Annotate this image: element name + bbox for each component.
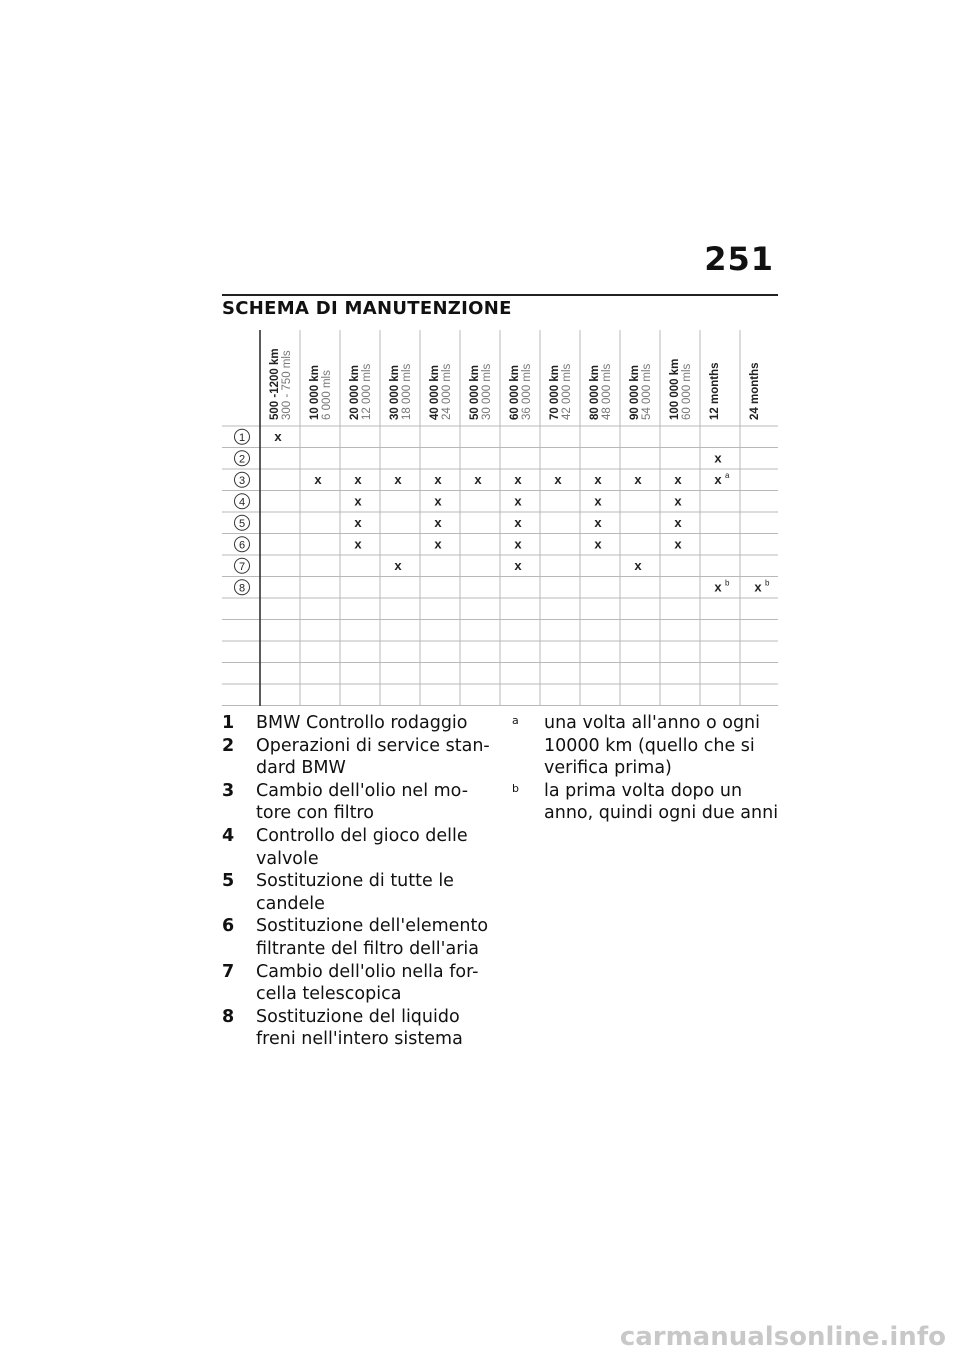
column-header-miles: 54 000 mls	[641, 363, 653, 420]
column-header-km: 40 000 km	[429, 365, 441, 420]
row-number: 1	[238, 431, 246, 444]
column-header-km: 500 -1200 km	[269, 348, 281, 420]
footnote-item	[510, 780, 780, 825]
maintenance-mark: x	[354, 536, 362, 552]
column-header-km: 90 000 km	[629, 365, 641, 420]
legend-item	[222, 870, 492, 915]
schedule-svg	[222, 330, 778, 706]
maintenance-mark: x	[514, 557, 522, 573]
legend-number: 5	[222, 871, 235, 892]
column-header-km: 70 000 km	[549, 365, 561, 420]
legend-item	[222, 735, 492, 780]
column-header-miles: 42 000 mls	[561, 363, 573, 420]
footnote-text: la prima volta dopo un anno, quindi ogni due anni	[544, 780, 779, 824]
column-header-km: 12 months	[709, 362, 721, 420]
column-header-miles: 24 000 mls	[441, 363, 453, 420]
maintenance-mark: x	[514, 536, 522, 552]
maintenance-mark: x	[634, 557, 642, 573]
legend-item	[222, 825, 492, 870]
legend-number: 8	[222, 1006, 235, 1027]
column-header-miles: 300 - 750 mls	[281, 350, 293, 420]
legend-item	[222, 1006, 492, 1051]
maintenance-mark: x	[354, 493, 362, 509]
footnote-text: una volta all'anno o ogni 10000 km (quello che si verifica prima)	[544, 713, 761, 779]
legend-item	[222, 961, 492, 1006]
maintenance-mark: x	[314, 471, 322, 487]
column-header-km: 100 000 km	[669, 358, 681, 420]
column-header-miles: 60 000 mls	[681, 363, 693, 420]
row-number: 4	[238, 496, 246, 509]
column-header-km: 20 000 km	[349, 365, 361, 420]
maintenance-mark: x	[714, 471, 722, 487]
mark-footnote: b	[725, 578, 730, 588]
maintenance-schedule-table	[222, 330, 778, 706]
maintenance-mark: x	[354, 514, 362, 530]
row-number: 3	[238, 474, 246, 487]
legend-number: 7	[222, 961, 235, 982]
maintenance-mark: x	[434, 514, 442, 530]
footnote-mark: b	[512, 781, 519, 795]
legend-number: 3	[222, 780, 235, 801]
legend-text: BMW Controllo rodaggio	[256, 713, 468, 733]
maintenance-mark: x	[514, 514, 522, 530]
maintenance-mark: x	[394, 557, 402, 573]
maintenance-mark: x	[594, 536, 602, 552]
maintenance-mark: x	[674, 514, 682, 530]
legend-text: Operazioni di service stan-dard BMW	[256, 735, 490, 779]
legend-list	[222, 712, 492, 1051]
column-header-miles: 36 000 mls	[521, 363, 533, 420]
legend-item	[222, 780, 492, 825]
mark-footnote: b	[765, 578, 770, 588]
legend-text: Sostituzione dell'elemento filtrante del filtro dell'aria	[256, 916, 489, 959]
column-header-km: 10 000 km	[309, 365, 321, 420]
column-header-miles: 12 000 mls	[361, 363, 373, 420]
maintenance-mark: x	[514, 471, 522, 487]
maintenance-mark: x	[594, 493, 602, 509]
legend-text: Cambio dell'olio nella for-cella telescopica	[256, 961, 479, 1005]
maintenance-mark: x	[514, 493, 522, 509]
maintenance-mark: x	[634, 471, 642, 487]
footnote-item	[510, 712, 780, 780]
maintenance-mark: x	[474, 471, 482, 487]
row-number: 5	[238, 517, 246, 530]
legend-item	[222, 915, 492, 960]
legend-number: 6	[222, 916, 235, 937]
legend-item	[222, 712, 492, 735]
column-header-miles: 18 000 mls	[401, 363, 413, 420]
footnote-mark: a	[512, 714, 519, 727]
maintenance-mark: x	[594, 514, 602, 530]
maintenance-mark: x	[434, 536, 442, 552]
legend-number: 4	[222, 825, 235, 846]
row-number: 7	[238, 560, 246, 573]
mark-footnote: a	[725, 470, 730, 480]
maintenance-mark: x	[754, 579, 762, 595]
row-number: 2	[238, 453, 246, 466]
watermark: carmanualsonline.info	[619, 1322, 946, 1352]
column-header-miles: 30 000 mls	[481, 363, 493, 420]
maintenance-mark: x	[714, 450, 722, 466]
section-title: SCHEMA DI MANUTENZIONE	[222, 298, 512, 319]
maintenance-mark: x	[594, 471, 602, 487]
maintenance-mark: x	[674, 471, 682, 487]
column-header-km: 50 000 km	[469, 365, 481, 420]
maintenance-mark: x	[434, 471, 442, 487]
maintenance-mark: x	[274, 428, 282, 444]
column-header-km: 24 months	[749, 362, 761, 420]
footnotes	[510, 712, 780, 825]
maintenance-mark: x	[434, 493, 442, 509]
column-header-miles: 48 000 mls	[601, 363, 613, 420]
maintenance-mark: x	[674, 536, 682, 552]
maintenance-mark: x	[354, 471, 362, 487]
column-header-miles: 6 000 mls	[321, 370, 333, 420]
maintenance-mark: x	[394, 471, 402, 487]
legend-text: Sostituzione di tutte le candele	[256, 871, 454, 914]
legend-number: 1	[222, 713, 235, 733]
column-header-km: 60 000 km	[509, 365, 521, 420]
legend-text: Sostituzione del liquido freni nell'intero sistema	[256, 1006, 463, 1050]
row-number: 8	[238, 582, 246, 595]
legend-text: Controllo del gioco delle valvole	[256, 825, 468, 869]
maintenance-mark: x	[674, 493, 682, 509]
column-header-km: 80 000 km	[589, 365, 601, 420]
row-number: 6	[238, 539, 246, 552]
page-number: 251	[704, 240, 774, 278]
legend-text: Cambio dell'olio nel mo-tore con filtro	[256, 780, 469, 824]
header-rule	[222, 294, 778, 296]
legend-number: 2	[222, 735, 235, 756]
maintenance-mark: x	[554, 471, 562, 487]
column-header-km: 30 000 km	[389, 365, 401, 420]
maintenance-mark: x	[714, 579, 722, 595]
